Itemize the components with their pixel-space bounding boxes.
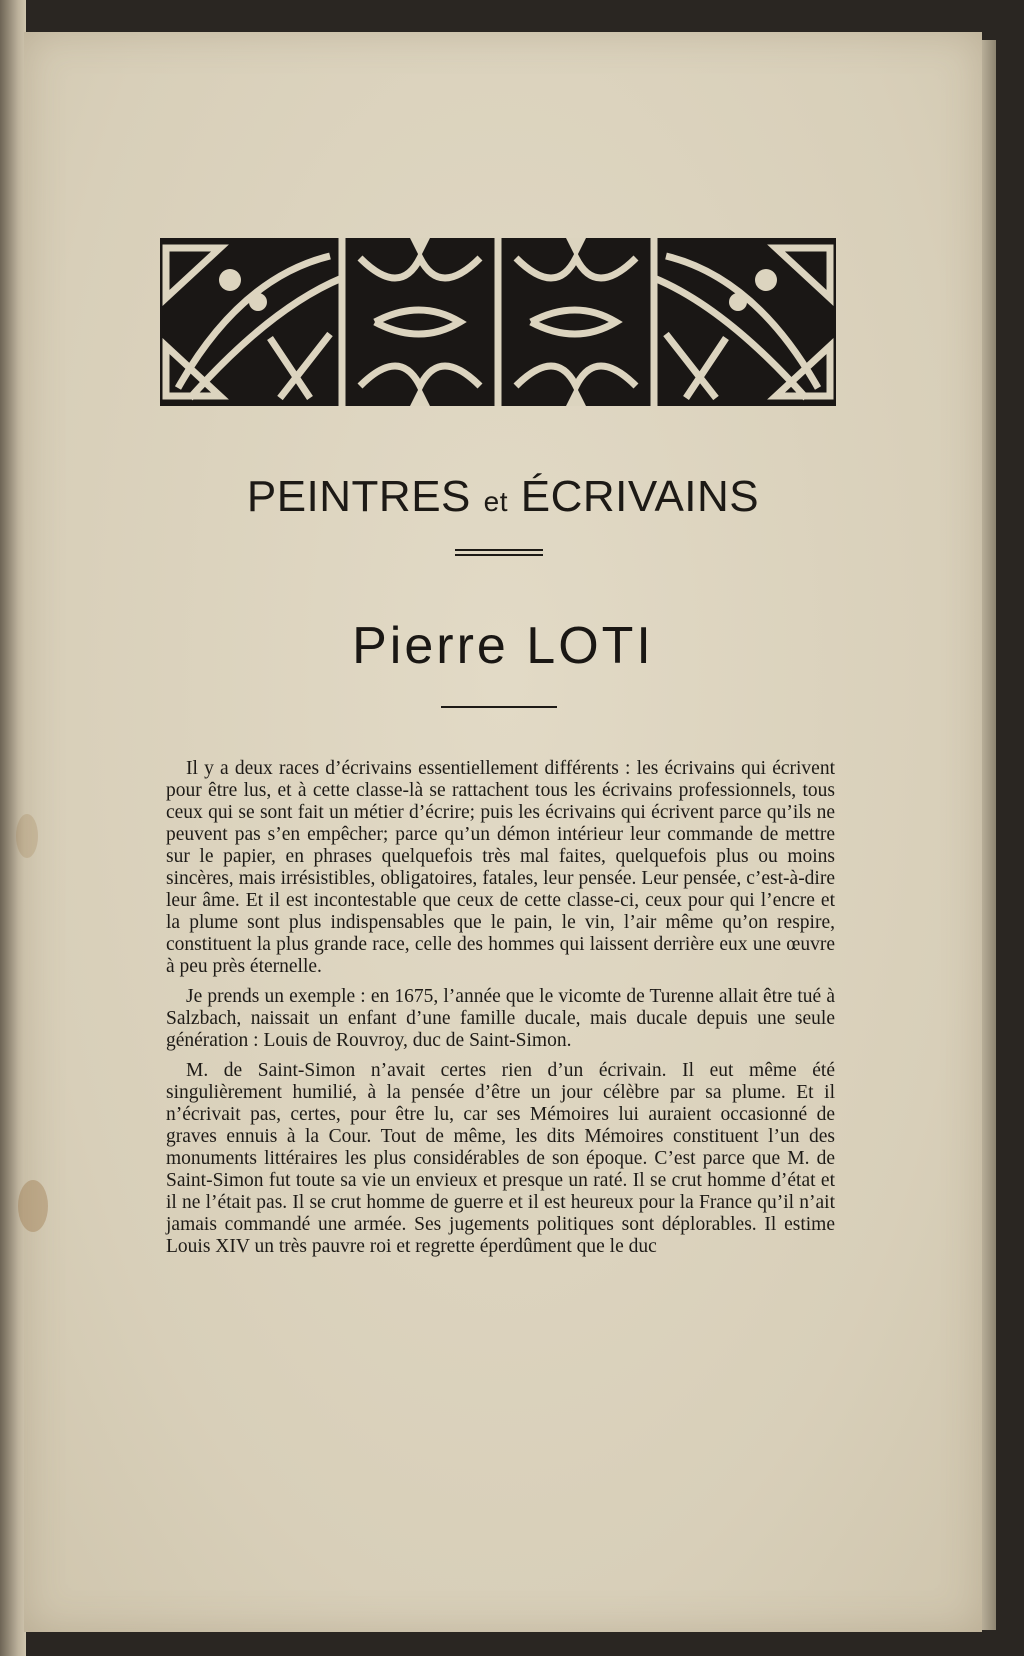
stain	[16, 814, 38, 858]
page-title	[24, 472, 982, 522]
title-main: PEINTRES	[246, 472, 471, 521]
title-end: ÉCRIVAINS	[520, 472, 760, 521]
page-edge	[982, 40, 996, 1630]
paragraph: M. de Saint-Simon n’avait certes rien d’un écrivain. Il eut même été singulièrement humilié, à la pensée d’être un jour célèbre par sa plume. Et il n’écrivait pas, certes, pour être lu, car ses Mémoires lui auraient occasionné de graves ennuis à la Cour. Tout de même, les dits Mémoires constituent l’un des monuments littéraires les plus considérables de son époque. C’est parce que M. de Saint-Simon fut toute sa vie un envieux et presque un raté. Il se crut homme d’état et il ne l’était pas. Il se crut homme de guerre et il est heureux pour la France qu’il n’ait jamais commandé une armée. Ses jugements politiques sont déplorables. Il estime Louis XIV un très pauvre roi et regrette éperdûment que le duc	[166, 1060, 835, 1257]
subtitle-rule	[441, 706, 557, 708]
paragraph: Je prends un exemple : en 1675, l’année que le vicomte de Turenne allait être tué à Salzbach, naissait un enfant d’une famille ducale, mais ducale depuis une seule génération : Louis de Rouvroy, duc de Saint-Simon.	[166, 986, 835, 1051]
paragraph: Il y a deux races d’écrivains essentiellement différents : les écrivains qui écrivent pour être lus, et à cette classe-là se rattachent tous les écrivains professionnels, tous ceux qui se sont fait un métier d’écrire; puis les écrivains qui écrivent parce qu’ils ne peuvent pas s’en empêcher; parce qu’un démon intérieur leur commande de mettre sur le papier, en phrases quelquefois très mal faites, quelquefois plus ou moins sincères, mais irrésistibles, obligatoires, fatales, leur pensée. Leur pensée, c’est-à-dire leur âme. Et il est incontestable que ceux de cette classe-ci, ceux pour qui l’encre et la plume sont plus indispensables que le pain, le vin, l’air même qu’on respire, constituent la plus grande race, celle des hommes qui laissent derrière eux une œuvre à peu près éternelle.	[166, 758, 835, 977]
article-subtitle: Pierre LOTI	[352, 617, 654, 675]
title-double-rule-top	[455, 549, 543, 551]
geometric-frieze-icon	[160, 238, 836, 406]
title-joiner: et	[483, 486, 508, 517]
article-body	[166, 758, 835, 1266]
stain	[18, 1180, 48, 1232]
title-double-rule-bottom	[455, 554, 543, 556]
